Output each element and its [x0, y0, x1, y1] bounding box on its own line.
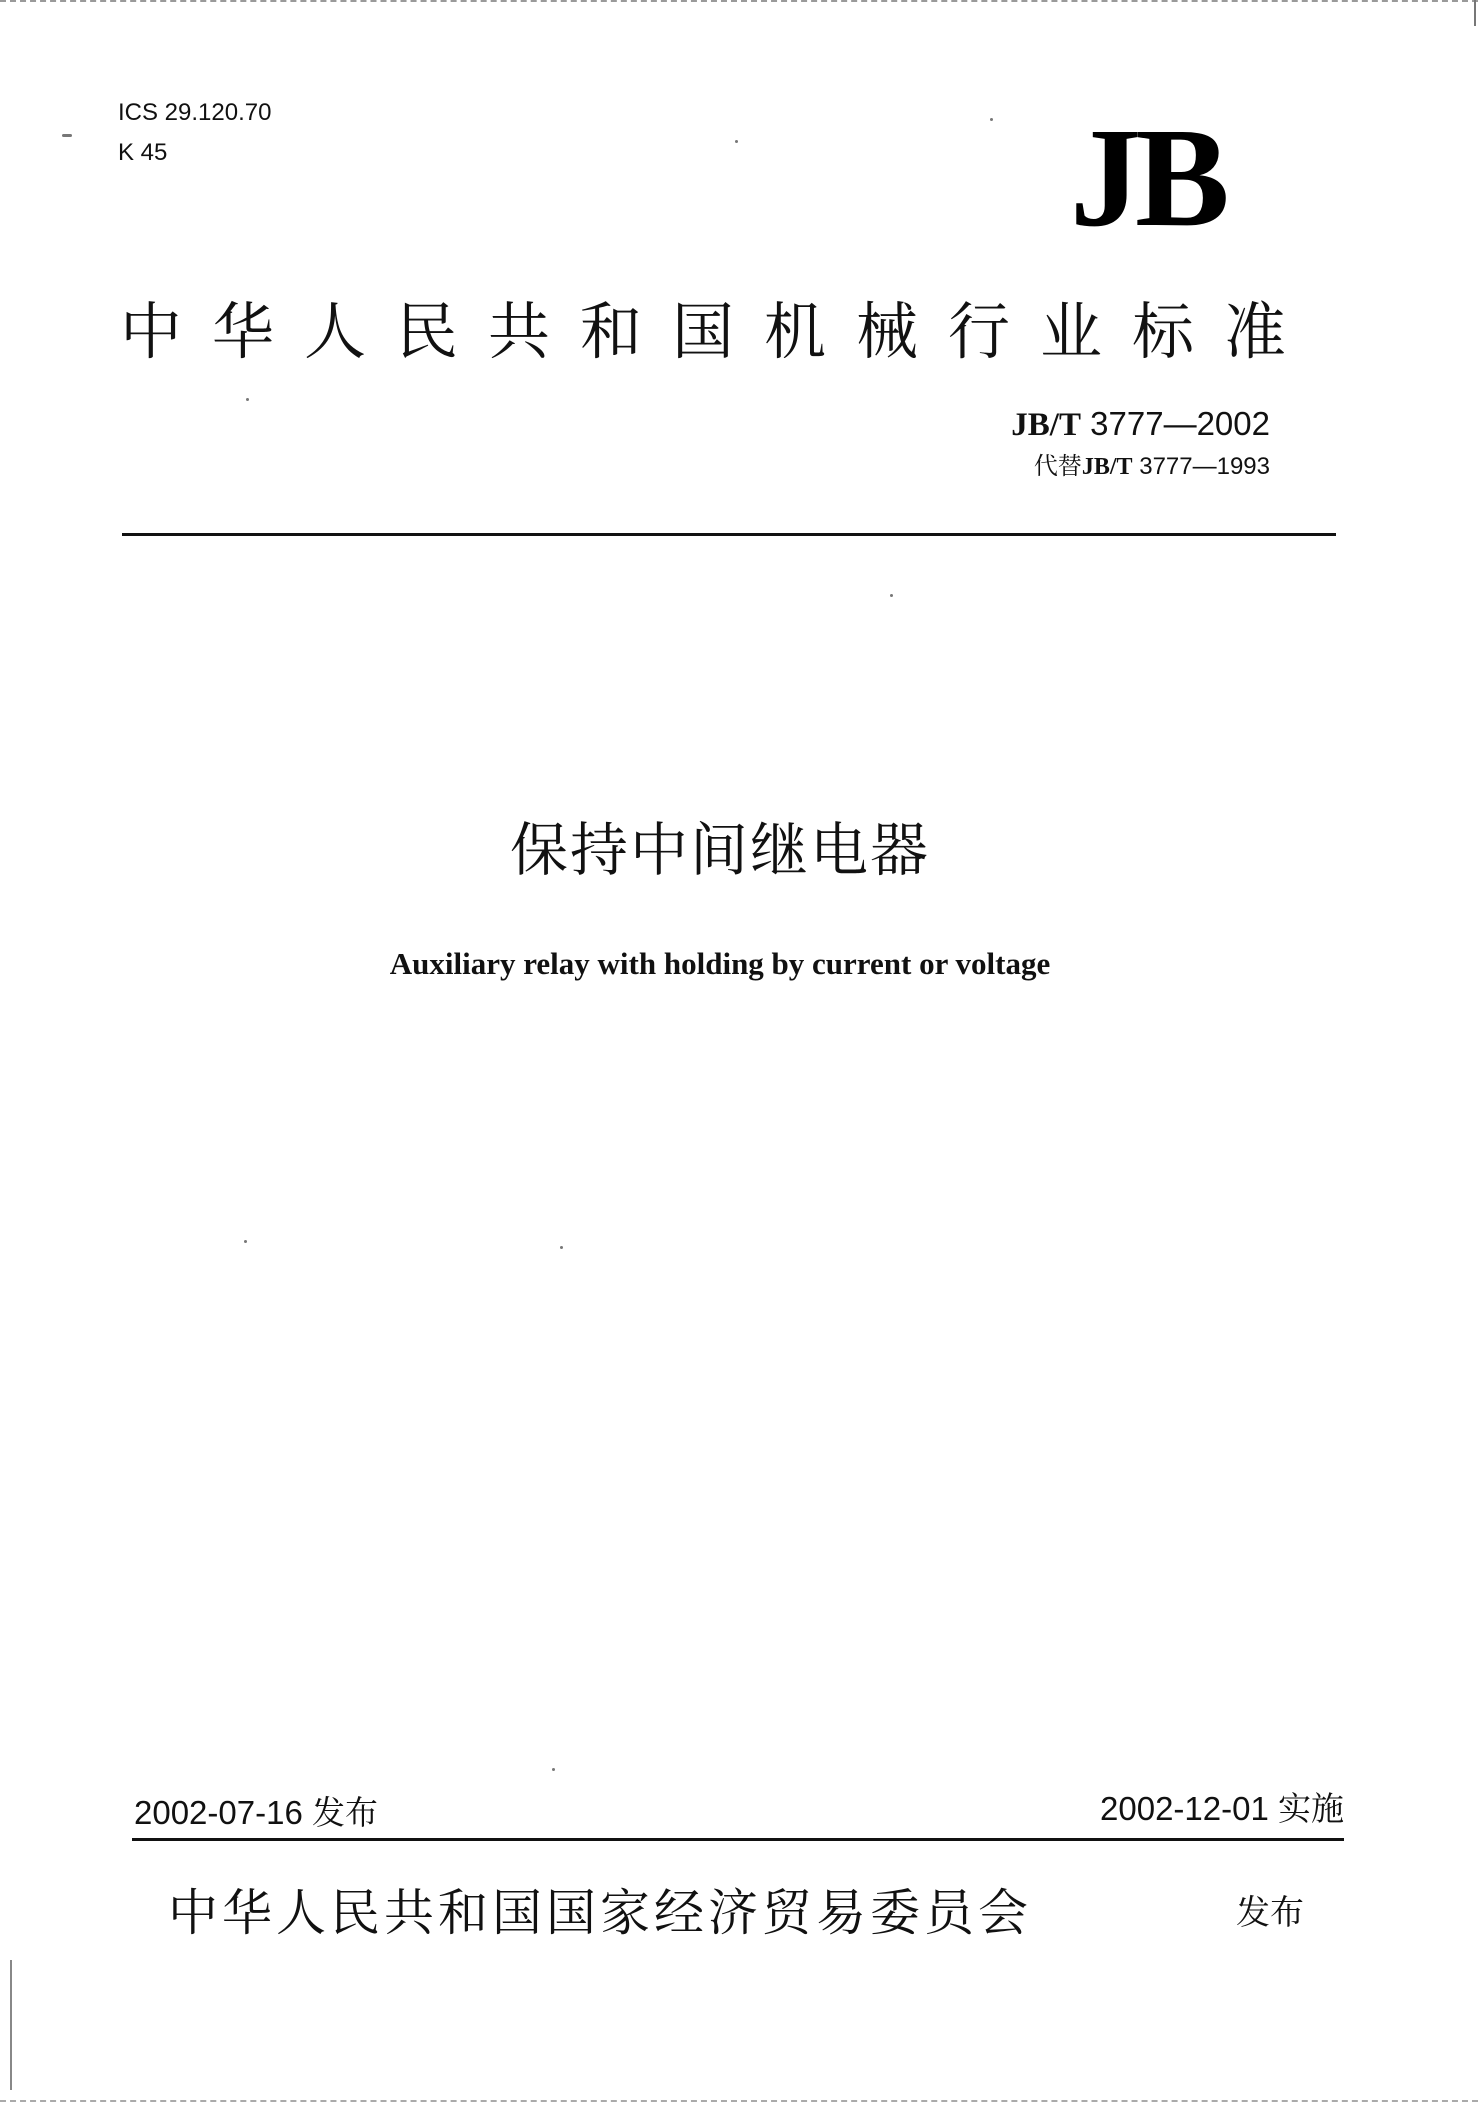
scan-speck [990, 118, 993, 121]
replaces-prefix: JB/T [1081, 454, 1133, 480]
scan-speck [560, 1246, 563, 1249]
scan-edge-left [10, 1960, 12, 2090]
standard-number-rest: 3777—2002 [1081, 405, 1270, 442]
scan-edge-bottom [0, 2100, 1478, 2102]
document-title-chinese: 保持中间继电器 [509, 816, 930, 884]
replaces-rest: 3777—1993 [1132, 453, 1270, 480]
replaces-standard [1034, 452, 1270, 482]
organization-title: 中华人民共和国机械行业标准 [120, 295, 1317, 368]
ccs-code: K 45 [118, 139, 168, 166]
issuer-suffix: 发布 [1236, 1893, 1304, 1933]
scan-speck [552, 1768, 555, 1771]
jb-logo: JB [1070, 98, 1224, 256]
document-title-english: Auxiliary relay with holding by current or voltage [389, 946, 1051, 981]
scan-speck [244, 1240, 247, 1243]
ics-code: ICS 29.120.70 [118, 99, 272, 126]
scan-speck [735, 140, 738, 143]
scan-edge-top [0, 0, 1478, 6]
issuer-name: 中华人民共和国国家经济贸易委员会 [168, 1884, 1032, 1942]
replaces-label: 代替 [1033, 453, 1082, 480]
standard-number-prefix: JB/T [1011, 407, 1081, 443]
footer-divider [132, 1838, 1344, 1841]
publish-date: 2002-07-16 发布 [134, 1794, 378, 1831]
scan-speck [246, 398, 249, 401]
standard-number [1011, 404, 1270, 445]
scan-speck [890, 594, 893, 597]
scan-speck [62, 134, 72, 137]
header-divider [122, 533, 1336, 536]
effective-date: 2002-12-01 实施 [1100, 1790, 1344, 1827]
scan-edge-right [1474, 0, 1476, 26]
